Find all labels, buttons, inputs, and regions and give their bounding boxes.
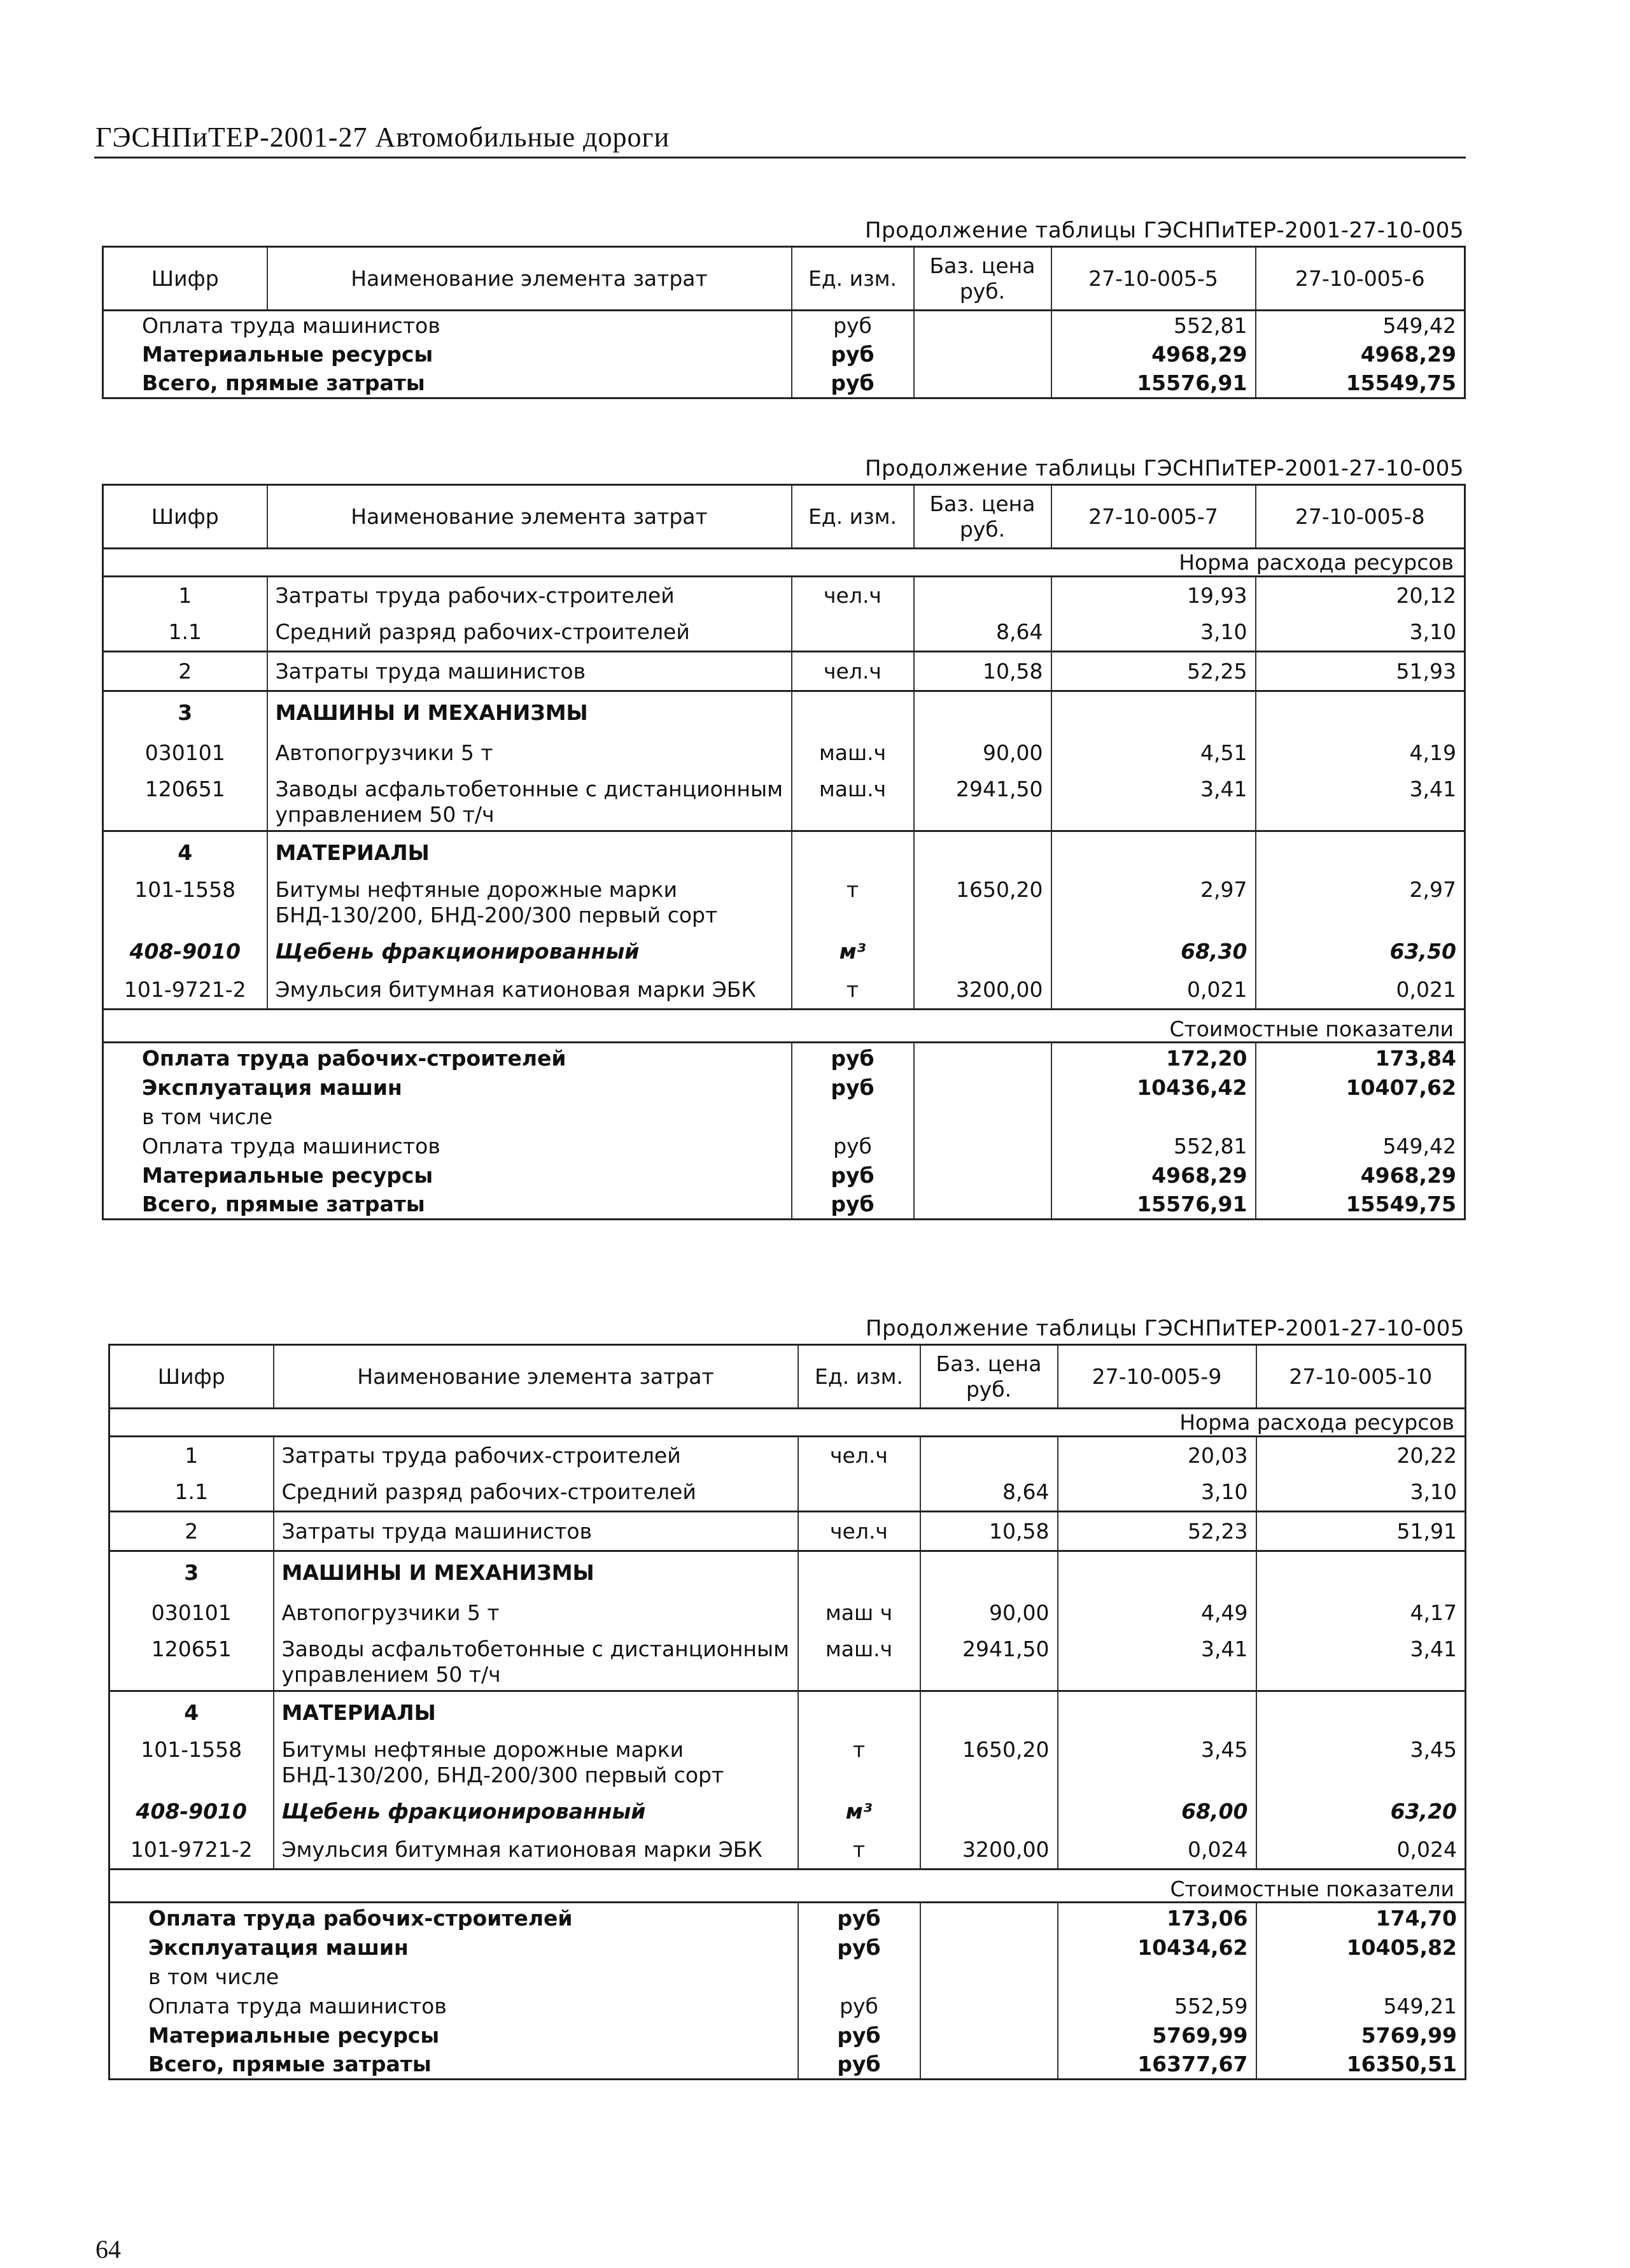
- row-unit: [792, 691, 914, 733]
- row-value-a: 552,59: [1058, 1992, 1256, 2021]
- row-value-a: [1058, 1962, 1256, 1992]
- row-name: Оплата труда машинистов: [103, 311, 792, 340]
- row-name: МАТЕРИАЛЫ: [274, 1691, 798, 1733]
- row-value-a: [1058, 1691, 1256, 1733]
- row-value-b: 10407,62: [1345, 1075, 1456, 1100]
- row-name: Оплата труда рабочих-строителей: [103, 1043, 792, 1073]
- row-code: 3: [103, 691, 267, 733]
- row-value-a: 4,51: [1051, 733, 1256, 773]
- row-unit: руб: [792, 1161, 914, 1190]
- row-name: Материальные ресурсы: [142, 1163, 433, 1188]
- page-number: 64: [95, 2235, 121, 2264]
- row-unit: руб: [792, 369, 914, 398]
- table-row: [103, 1043, 1465, 1073]
- section-cost: [103, 1010, 1465, 1043]
- header-divider: [94, 157, 1466, 158]
- row-value-a: 4968,29: [1051, 1161, 1256, 1190]
- row-price: 1650,20: [914, 873, 1051, 932]
- row-price: [914, 369, 1051, 398]
- row-value-b: 3,41: [1256, 1633, 1466, 1691]
- row-value-a: [1051, 831, 1256, 873]
- table-row: [109, 1792, 1466, 1831]
- col-header-code: Шифр: [109, 1345, 274, 1409]
- col-header-name: Наименование элемента затрат: [274, 1345, 798, 1409]
- row-value-a: 68,00: [1058, 1792, 1256, 1831]
- row-price: [914, 932, 1051, 971]
- row-name: Битумы нефтяные дорожные марки БНД-130/200, БНД-200/300 первый сорт: [267, 873, 792, 932]
- table-row: [103, 773, 1465, 831]
- row-code: 1.1: [103, 614, 267, 652]
- row-code: 408-9010: [109, 1792, 274, 1831]
- row-code: 3: [109, 1551, 274, 1593]
- row-value-a: 2,97: [1051, 873, 1256, 932]
- col-header-unit: Ед. изм.: [792, 485, 914, 549]
- row-name: Щебень фракционированный: [267, 932, 792, 971]
- table-row: [109, 1903, 1466, 1933]
- row-name: Автопогрузчики 5 т: [267, 733, 792, 773]
- table-row: [103, 340, 1465, 369]
- cost-table-1: [102, 246, 1466, 399]
- row-value-a: 15576,91: [1051, 1190, 1256, 1220]
- table-row: [103, 873, 1465, 932]
- row-price: [920, 2021, 1058, 2050]
- row-value-a: 19,93: [1051, 577, 1256, 614]
- row-price: [914, 1190, 1051, 1220]
- row-unit: [792, 1102, 914, 1132]
- col-header-code: Шифр: [103, 247, 267, 311]
- row-value-a: 172,20: [1051, 1043, 1256, 1073]
- row-value-b: 10405,82: [1346, 1935, 1457, 1960]
- row-name: Всего, прямые затраты: [142, 1192, 425, 1217]
- row-unit: [798, 1691, 920, 1733]
- table-row: [109, 1512, 1466, 1551]
- row-unit: м³: [792, 932, 914, 971]
- col-header-a: 27-10-005-7: [1051, 485, 1256, 549]
- row-value-a: 16377,67: [1058, 2050, 1256, 2080]
- row-name: Затраты труда машинистов: [267, 652, 792, 691]
- table-row: [103, 733, 1465, 773]
- row-unit: м³: [798, 1792, 920, 1831]
- row-value-b: 549,42: [1256, 311, 1465, 340]
- row-value-b: 2,97: [1256, 873, 1465, 932]
- row-price: 10,58: [914, 652, 1051, 691]
- table-row: [109, 1474, 1466, 1512]
- row-price: [914, 577, 1051, 614]
- row-value-a: [1051, 1102, 1256, 1132]
- row-value-a: 173,06: [1058, 1903, 1256, 1933]
- row-value-a: 4,49: [1058, 1593, 1256, 1633]
- row-price: [920, 1437, 1058, 1474]
- row-unit: [798, 1551, 920, 1593]
- section-cost-label: Стоимостные показатели: [109, 1870, 1466, 1903]
- row-value-b: 51,91: [1256, 1512, 1466, 1551]
- row-name: Щебень фракционированный: [274, 1792, 798, 1831]
- row-unit: маш.ч: [792, 733, 914, 773]
- row-value-b: 549,42: [1382, 1134, 1456, 1159]
- row-name: МАШИНЫ И МЕХАНИЗМЫ: [267, 691, 792, 733]
- row-price: 2941,50: [914, 773, 1051, 831]
- row-price: 3200,00: [920, 1831, 1058, 1870]
- row-price: 8,64: [914, 614, 1051, 652]
- table-row: [103, 831, 1465, 873]
- col-header-b: 27-10-005-10: [1256, 1345, 1466, 1409]
- table-row: [109, 1962, 1466, 1992]
- row-price: 10,58: [920, 1512, 1058, 1551]
- row-name: Оплата труда машинистов: [148, 1994, 447, 2018]
- row-name: Заводы асфальтобетонные с дистанционным управлением 50 т/ч: [274, 1633, 798, 1691]
- row-value-b: 4968,29: [1360, 1163, 1456, 1188]
- table-row: [103, 1132, 1465, 1161]
- row-unit: т: [792, 873, 914, 932]
- row-unit: [798, 1474, 920, 1512]
- section-cost-label: Стоимостные показатели: [103, 1010, 1465, 1043]
- table-row: [109, 2050, 1466, 2080]
- row-name: Эксплуатация машин: [142, 1075, 402, 1100]
- row-code: 101-9721-2: [103, 971, 267, 1010]
- row-value-b: [1256, 691, 1465, 733]
- row-unit: [798, 1962, 920, 1992]
- row-value-a: 15576,91: [1051, 369, 1256, 398]
- table-block-2: [102, 453, 1464, 1220]
- row-name: Оплата труда машинистов: [142, 1134, 440, 1159]
- row-value-a: 52,23: [1058, 1512, 1256, 1551]
- row-value-a: 3,45: [1058, 1733, 1256, 1792]
- row-value-b: 3,10: [1256, 614, 1465, 652]
- col-header-price: Баз. цена руб.: [914, 485, 1051, 549]
- section-norm-label: Норма расхода ресурсов: [109, 1409, 1466, 1437]
- row-code: 408-9010: [103, 932, 267, 971]
- row-name: Средний разряд рабочих-строителей: [274, 1474, 798, 1512]
- section-cost: [109, 1870, 1466, 1903]
- row-name: Автопогрузчики 5 т: [274, 1593, 798, 1633]
- table-row: [109, 2021, 1466, 2050]
- col-header-b: 27-10-005-6: [1256, 247, 1465, 311]
- col-header-a: 27-10-005-9: [1058, 1345, 1256, 1409]
- row-price: [914, 1043, 1051, 1073]
- row-price: 8,64: [920, 1474, 1058, 1512]
- row-code: 120651: [109, 1633, 274, 1691]
- row-unit: т: [798, 1733, 920, 1792]
- row-value-a: 3,10: [1051, 614, 1256, 652]
- row-price: [920, 1933, 1058, 1962]
- table-row: [103, 691, 1465, 733]
- table-row: [103, 1161, 1465, 1190]
- row-unit: чел.ч: [792, 652, 914, 691]
- table-row: [109, 1593, 1466, 1633]
- row-name: Эксплуатация машин: [148, 1935, 409, 1960]
- row-code: 2: [109, 1512, 274, 1551]
- row-value-b: [1256, 1962, 1466, 1992]
- row-price: [914, 340, 1051, 369]
- row-value-b: 15549,75: [1345, 1192, 1456, 1217]
- row-unit: руб: [798, 1903, 920, 1933]
- row-name: Битумы нефтяные дорожные марки БНД-130/200, БНД-200/300 первый сорт: [274, 1733, 798, 1792]
- row-code: 030101: [109, 1593, 274, 1633]
- table-block-1: [102, 215, 1464, 399]
- row-unit: маш.ч: [792, 773, 914, 831]
- row-code: 2: [103, 652, 267, 691]
- table-row: [103, 652, 1465, 691]
- row-price: [914, 1073, 1051, 1102]
- row-code: 1: [109, 1437, 274, 1474]
- row-code: 101-1558: [103, 873, 267, 932]
- row-value-a: 0,021: [1051, 971, 1256, 1010]
- row-unit: чел.ч: [798, 1437, 920, 1474]
- section-norm: [103, 549, 1465, 577]
- row-unit: чел.ч: [792, 577, 914, 614]
- table-row: [103, 614, 1465, 652]
- row-value-b: 16350,51: [1346, 2052, 1457, 2077]
- row-name: Средний разряд рабочих-строителей: [267, 614, 792, 652]
- row-name: Оплата труда рабочих-строителей: [109, 1903, 798, 1933]
- section-norm-label: Норма расхода ресурсов: [103, 549, 1465, 577]
- row-price: [920, 1792, 1058, 1831]
- row-value-b: 173,84: [1256, 1043, 1465, 1073]
- table-row: [103, 1102, 1465, 1132]
- row-unit: руб: [792, 1043, 914, 1073]
- table-row: [109, 1733, 1466, 1792]
- row-value-a: 3,41: [1058, 1633, 1256, 1691]
- row-code: 030101: [103, 733, 267, 773]
- row-unit: руб: [792, 311, 914, 340]
- row-unit: руб: [792, 1190, 914, 1220]
- row-value-b: [1256, 1102, 1465, 1132]
- row-price: [920, 1691, 1058, 1733]
- row-unit: руб: [792, 1132, 914, 1161]
- table-row: [103, 932, 1465, 971]
- cost-table-2: [102, 484, 1466, 1220]
- row-value-a: [1051, 691, 1256, 733]
- row-value-a: 68,30: [1051, 932, 1256, 971]
- row-value-b: 3,10: [1256, 1474, 1466, 1512]
- row-code: 1: [103, 577, 267, 614]
- row-value-b: 63,50: [1256, 932, 1465, 971]
- row-price: 3200,00: [914, 971, 1051, 1010]
- row-price: [914, 691, 1051, 733]
- row-value-b: 63,20: [1256, 1792, 1466, 1831]
- row-price: [920, 1903, 1058, 1933]
- row-value-b: 20,22: [1256, 1437, 1466, 1474]
- row-price: [920, 1992, 1058, 2021]
- row-code: 4: [109, 1691, 274, 1733]
- row-value-b: [1256, 831, 1465, 873]
- table-caption: Продолжение таблицы ГЭСНПиТЕР-2001-27-10-005: [864, 456, 1464, 481]
- row-value-a: 52,25: [1051, 652, 1256, 691]
- row-value-b: [1256, 1691, 1466, 1733]
- table-row: [103, 971, 1465, 1010]
- row-code: 101-1558: [109, 1733, 274, 1792]
- row-unit: чел.ч: [798, 1512, 920, 1551]
- row-price: [914, 1161, 1051, 1190]
- row-name: Эмульсия битумная катионовая марки ЭБК: [267, 971, 792, 1010]
- col-header-b: 27-10-005-8: [1256, 485, 1465, 549]
- row-value-b: 3,41: [1256, 773, 1465, 831]
- row-name: МАТЕРИАЛЫ: [267, 831, 792, 873]
- table-row: [103, 369, 1465, 398]
- row-value-b: 174,70: [1256, 1903, 1466, 1933]
- table-row: [109, 1551, 1466, 1593]
- row-value-b: 4,19: [1256, 733, 1465, 773]
- col-header-code: Шифр: [103, 485, 267, 549]
- row-unit: руб: [798, 1992, 920, 2021]
- row-value-b: 4968,29: [1256, 340, 1465, 369]
- col-header-a: 27-10-005-5: [1051, 247, 1256, 311]
- row-unit: т: [798, 1831, 920, 1870]
- table-row: [103, 311, 1465, 340]
- row-value-b: 4,17: [1256, 1593, 1466, 1633]
- row-unit: руб: [798, 1933, 920, 1962]
- page-header: ГЭСНПиТЕР-2001-27 Автомобильные дороги: [95, 122, 670, 153]
- table-row: [109, 1831, 1466, 1870]
- table-row: [109, 1633, 1466, 1691]
- row-price: 90,00: [920, 1593, 1058, 1633]
- row-value-b: 5769,99: [1361, 2023, 1457, 2048]
- row-unit: т: [792, 971, 914, 1010]
- row-price: [920, 1962, 1058, 1992]
- table-caption: Продолжение таблицы ГЭСНПиТЕР-2001-27-10-005: [865, 1316, 1465, 1341]
- cost-table-3: [108, 1344, 1466, 2080]
- row-unit: маш ч: [798, 1593, 920, 1633]
- col-header-name: Наименование элемента затрат: [267, 485, 792, 549]
- row-unit: маш.ч: [798, 1633, 920, 1691]
- row-value-a: [1058, 1551, 1256, 1593]
- row-name: МАШИНЫ И МЕХАНИЗМЫ: [274, 1551, 798, 1593]
- row-value-a: 552,81: [1051, 311, 1256, 340]
- row-name: Заводы асфальтобетонные с дистанционным управлением 50 т/ч: [267, 773, 792, 831]
- col-header-unit: Ед. изм.: [798, 1345, 920, 1409]
- row-unit: руб: [798, 2021, 920, 2050]
- row-unit: [792, 831, 914, 873]
- row-unit: руб: [792, 1073, 914, 1102]
- row-value-a: 552,81: [1051, 1132, 1256, 1161]
- row-value-b: 20,12: [1256, 577, 1465, 614]
- row-name: Всего, прямые затраты: [148, 2052, 432, 2077]
- row-value-a: 20,03: [1058, 1437, 1256, 1474]
- row-value-b: 0,024: [1256, 1831, 1466, 1870]
- row-price: [914, 831, 1051, 873]
- row-price: 90,00: [914, 733, 1051, 773]
- row-value-b: 0,021: [1256, 971, 1465, 1010]
- row-value-a: 3,10: [1058, 1474, 1256, 1512]
- row-price: [914, 311, 1051, 340]
- table-row: [109, 1992, 1466, 2021]
- row-name: Эмульсия битумная катионовая марки ЭБК: [274, 1831, 798, 1870]
- row-code: 120651: [103, 773, 267, 831]
- row-value-a: 3,41: [1051, 773, 1256, 831]
- section-norm: [109, 1409, 1466, 1437]
- row-value-a: 10436,42: [1051, 1073, 1256, 1102]
- col-header-unit: Ед. изм.: [792, 247, 914, 311]
- row-price: [920, 1551, 1058, 1593]
- row-unit: руб: [798, 2050, 920, 2080]
- row-price: 1650,20: [920, 1733, 1058, 1792]
- row-code: 1.1: [109, 1474, 274, 1512]
- row-value-b: [1256, 1551, 1466, 1593]
- row-price: [920, 2050, 1058, 2080]
- table-row: [103, 1190, 1465, 1220]
- row-value-b: 15549,75: [1256, 369, 1465, 398]
- row-name: в том числе: [148, 1964, 279, 1989]
- table-row: [109, 1437, 1466, 1474]
- table-header-row: [103, 247, 1465, 311]
- row-value-b: 3,45: [1256, 1733, 1466, 1792]
- row-value-a: 0,024: [1058, 1831, 1256, 1870]
- table-header-row: [103, 485, 1465, 549]
- row-value-a: 4968,29: [1051, 340, 1256, 369]
- row-value-a: 5769,99: [1058, 2021, 1256, 2050]
- row-unit: [792, 614, 914, 652]
- col-header-price: Баз. цена руб.: [920, 1345, 1058, 1409]
- table-row: [109, 1691, 1466, 1733]
- row-code: 101-9721-2: [109, 1831, 274, 1870]
- table-row: [109, 1933, 1466, 1962]
- row-name: Затраты труда машинистов: [274, 1512, 798, 1551]
- row-code: 4: [103, 831, 267, 873]
- table-caption: Продолжение таблицы ГЭСНПиТЕР-2001-27-10-005: [864, 218, 1464, 243]
- row-value-b: 549,21: [1383, 1994, 1457, 2018]
- row-price: [914, 1102, 1051, 1132]
- row-value-a: 10434,62: [1058, 1933, 1256, 1962]
- row-price: [914, 1132, 1051, 1161]
- table-row: [103, 1073, 1465, 1102]
- row-value-b: 51,93: [1256, 652, 1465, 691]
- table-block-3: [108, 1313, 1465, 2080]
- col-header-price: Баз. цена руб.: [914, 247, 1051, 311]
- row-name: Материальные ресурсы: [148, 2023, 440, 2048]
- row-name: Затраты труда рабочих-строителей: [274, 1437, 798, 1474]
- row-name: Затраты труда рабочих-строителей: [267, 577, 792, 614]
- row-name: Материальные ресурсы: [103, 340, 792, 369]
- col-header-name: Наименование элемента затрат: [267, 247, 792, 311]
- table-row: [103, 577, 1465, 614]
- table-header-row: [109, 1345, 1466, 1409]
- row-price: 2941,50: [920, 1633, 1058, 1691]
- row-name: в том числе: [142, 1104, 273, 1129]
- row-unit: руб: [792, 340, 914, 369]
- row-name: Всего, прямые затраты: [103, 369, 792, 398]
